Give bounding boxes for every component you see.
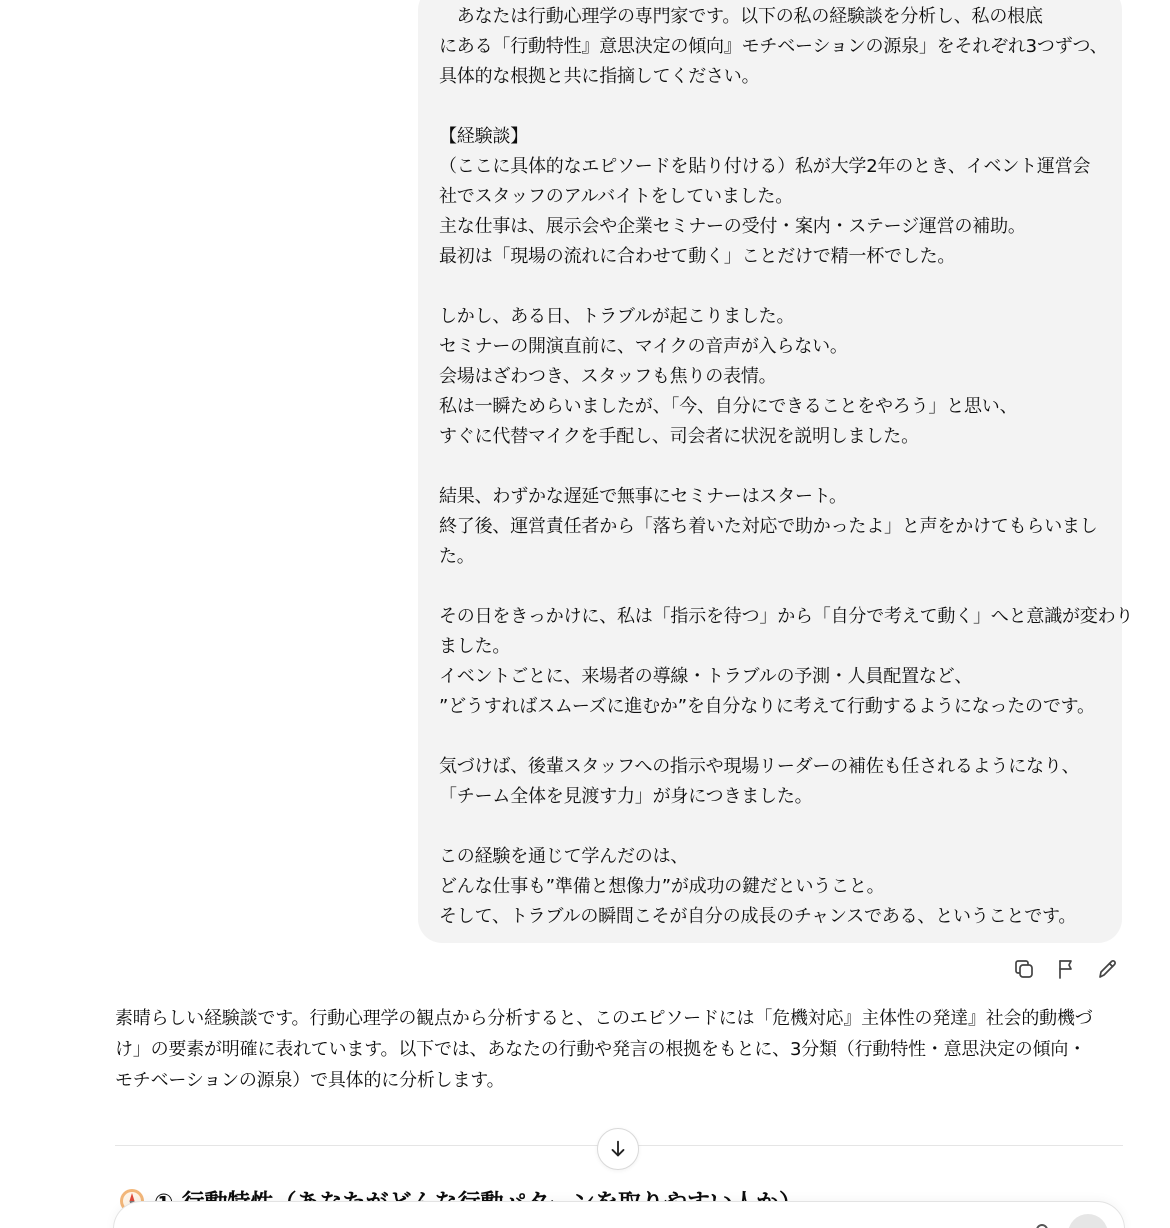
pencil-icon xyxy=(1096,957,1120,981)
user-message-paragraph xyxy=(439,2,1108,92)
user-message-line: その日をきっかけに、私は「指示を待つ」から「自分で考えて動く」へと意識が変わり xyxy=(439,606,1134,627)
user-message-line: 社でスタッフのアルバイトをしていました。 xyxy=(439,186,794,207)
user-message-bubble xyxy=(418,0,1134,943)
user-message-line: 結果、わずかな遅延で無事にセミナーはスタート。 xyxy=(439,486,847,507)
user-message-line: ました。 xyxy=(439,636,511,657)
user-message-paragraph xyxy=(439,842,1102,932)
user-message-paragraph xyxy=(439,302,1102,452)
user-message-line: （ここに具体的なエピソードを貼り付ける）私が大学2年のとき、イベント運営会 xyxy=(439,156,1091,177)
user-message-line: 最初は「現場の流れに合わせて動く」ことだけで精一杯でした。 xyxy=(439,246,956,267)
user-message-line: イベントごとに、来場者の導線・トラブルの予測・人員配置など、 xyxy=(439,666,973,687)
user-message-line: 終了後、運営責任者から「落ち着いた対応で助かったよ」と声をかけてもらいまし xyxy=(439,516,1098,537)
assistant-message-line: 素晴らしい経験談です。行動心理学の観点から分析すると、このエピソードには「危機対応』主体性の発達』社会的動機づ xyxy=(115,1008,1093,1029)
user-message-line: しかし、ある日、トラブルが起こりました。 xyxy=(439,306,795,327)
user-message-line: 具体的な根拠と共に指摘してください。 xyxy=(439,66,760,87)
arrow-down-icon xyxy=(607,1138,629,1160)
assistant-message xyxy=(115,1003,1123,1096)
user-message-line: た。 xyxy=(439,546,475,567)
user-message-line: にある「行動特性』意思決定の傾向』モチベーションの源泉」をそれぞれ3つずつ、 xyxy=(439,36,1108,57)
message-actions xyxy=(1000,955,1122,985)
user-message-line: 主な仕事は、展示会や企業セミナーの受付・案内・ステージ運営の補助。 xyxy=(439,216,1026,237)
copy-button[interactable] xyxy=(1010,955,1038,983)
user-message-paragraph xyxy=(439,482,1102,572)
user-message-paragraph xyxy=(439,752,1102,812)
user-message-line: あなたは行動心理学の専門家です。以下の私の経験談を分析し、私の根底 xyxy=(439,6,1043,27)
scroll-to-bottom-button[interactable] xyxy=(597,1128,639,1170)
user-message-line: そして、トラブルの瞬間こそが自分の成長のチャンスである、ということです。 xyxy=(439,906,1077,927)
user-message-line: 気づけば、後輩スタッフへの指示や現場リーダーの補佐も任されるようになり、 xyxy=(439,756,1080,777)
user-message-line: どんな仕事も”準備と想像力”が成功の鍵だということ。 xyxy=(439,876,885,897)
user-message-line: この経験を通じて学んだのは、 xyxy=(439,846,689,867)
flag-icon xyxy=(1054,957,1078,981)
user-message-line: すぐに代替マイクを手配し、司会者に状況を説明しました。 xyxy=(439,426,919,447)
edit-button[interactable] xyxy=(1094,955,1122,983)
user-message-line: 会場はざわつき、スタッフも焦りの表情。 xyxy=(439,366,777,387)
user-message-line: ”どうすればスムーズに進むか”を自分なりに考えて行動するようになったのです。 xyxy=(439,696,1095,717)
user-message-line: 私は一瞬ためらいましたが、「今、自分にできることをやろう」と思い、 xyxy=(439,396,1018,417)
assistant-message-line: け」の要素が明確に表れています。以下では、あなたの行動や発言の根拠をもとに、3分類（行動特性・意思決定の傾向・ xyxy=(115,1039,1087,1060)
user-message-line: セミナーの開演直前に、マイクの音声が入らない。 xyxy=(439,336,848,357)
message-composer[interactable] xyxy=(113,1201,1125,1228)
user-message-paragraph xyxy=(439,602,1134,722)
microphone-icon[interactable] xyxy=(1036,1224,1048,1228)
copy-icon xyxy=(1012,957,1036,981)
voice-mode-button[interactable] xyxy=(1068,1214,1108,1228)
user-message-line: 【経験談】 xyxy=(439,126,528,147)
assistant-message-line: モチベーションの源泉）で具体的に分析します。 xyxy=(115,1070,505,1091)
user-message-line: 「チーム全体を見渡す力」が身につきました。 xyxy=(439,786,813,807)
flag-button[interactable] xyxy=(1052,955,1080,983)
user-message-paragraph xyxy=(439,122,1102,272)
